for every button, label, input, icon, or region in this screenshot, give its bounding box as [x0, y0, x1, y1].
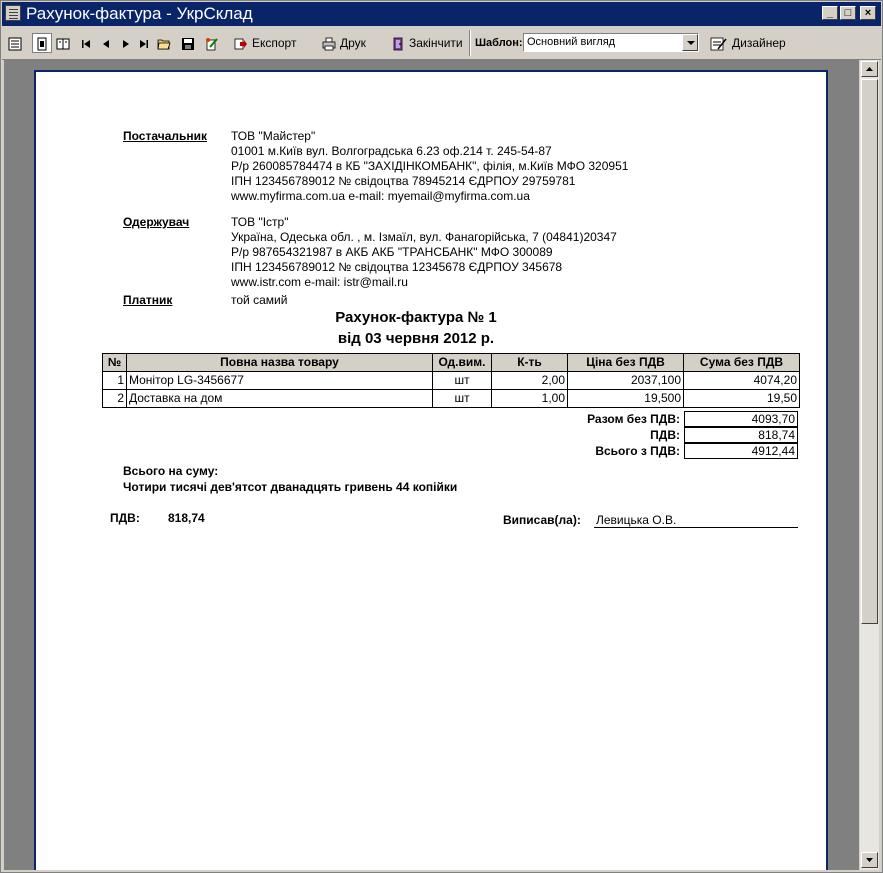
invoice-page: [34, 70, 828, 870]
col-header-name: Повна назва товару: [127, 354, 433, 372]
next-page-button[interactable]: [120, 34, 136, 52]
invoice-title: Рахунок-фактура № 1: [335, 309, 497, 326]
cell-number: 1: [103, 372, 127, 390]
two-pages-button[interactable]: [56, 34, 74, 52]
template-select-value: Основний вигляд: [527, 36, 616, 48]
supplier-line: 01001 м.Київ вул. Волгоградська 6.23 оф.214 т. 245-54-87: [231, 144, 552, 158]
vat-label: ПДВ:: [650, 428, 680, 442]
cell-sum: 19,50: [684, 390, 800, 408]
recipient-line: Україна, Одеська обл. , м. Ізмаїл, вул. Фанагорійська, 7 (04841)20347: [231, 230, 617, 244]
subtotal-row: [486, 411, 798, 427]
last-page-icon: [138, 37, 150, 51]
supplier-line: ІПН 123456789012 № свідоцтва 78945214 ЄДРПОУ 29759781: [231, 174, 576, 188]
vat-value: 818,74: [684, 427, 798, 443]
col-header-qty: К-ть: [492, 354, 568, 372]
last-page-button[interactable]: [138, 34, 154, 52]
total-row: [486, 443, 798, 459]
page-width-button[interactable]: [8, 34, 26, 52]
table-row: [103, 390, 800, 408]
export-icon: [234, 37, 248, 51]
vat-footer-value: 818,74: [168, 511, 205, 525]
subtotal-label: Разом без ПДВ:: [587, 412, 680, 426]
edit-button[interactable]: [205, 34, 223, 52]
open-button[interactable]: [157, 34, 175, 52]
subtotal-value: 4093,70: [684, 411, 798, 427]
table-row: [103, 372, 800, 390]
close-button[interactable]: [860, 6, 876, 20]
cell-name: Доставка на дом: [127, 390, 433, 408]
arrow-down-icon: [862, 853, 877, 867]
col-header-number: №: [103, 354, 127, 372]
cell-qty: 2,00: [492, 372, 568, 390]
cell-price: 2037,100: [568, 372, 684, 390]
recipient-label: Одержувач: [123, 215, 190, 229]
export-button[interactable]: [234, 34, 296, 52]
print-button[interactable]: [322, 34, 366, 52]
print-label: Друк: [340, 36, 366, 50]
folder-open-icon: [157, 37, 171, 51]
designer-label: Дизайнер: [732, 36, 786, 50]
cell-number: 2: [103, 390, 127, 408]
supplier-details: [231, 129, 628, 204]
total-label: Всього з ПДВ:: [595, 444, 680, 458]
export-label: Експорт: [252, 36, 297, 50]
cell-sum: 4074,20: [684, 372, 800, 390]
designer-button[interactable]: [710, 34, 786, 52]
payer-value: той самий: [231, 293, 288, 307]
sum-in-words: Чотири тисячі дев'ятсот дванадцять гривень 44 копійки: [123, 480, 458, 494]
chevron-down-icon[interactable]: [682, 34, 698, 51]
close-icon: ×: [864, 7, 872, 19]
vat-footer-label: ПДВ:: [110, 511, 140, 525]
scroll-thumb[interactable]: [861, 79, 878, 624]
col-header-unit: Од.вим.: [433, 354, 492, 372]
door-exit-icon: [391, 37, 405, 51]
cell-name: Монітор LG-3456677: [127, 372, 433, 390]
two-pages-icon: [56, 37, 70, 51]
scroll-down-button[interactable]: [861, 852, 878, 868]
page-lines-icon: [8, 37, 22, 51]
preview-viewport[interactable]: [4, 60, 859, 870]
invoice-date: від 03 червня 2012 р.: [337, 330, 495, 347]
supplier-line: Р/р 260085784474 в КБ "ЗАХІДІНКОМБАНК", філія, м.Київ МФО 320951: [231, 159, 629, 173]
recipient-line: Р/р 987654321987 в АКБ АКБ "ТРАНСБАНК" МФО 300089: [231, 245, 553, 259]
finish-label: Закінчити: [409, 36, 463, 50]
finish-button[interactable]: [391, 34, 463, 52]
arrow-up-icon: [862, 62, 877, 76]
issued-by-label: Виписав(ла):: [503, 513, 581, 527]
maximize-icon: □: [844, 7, 852, 19]
totals-block: [486, 411, 798, 459]
page-edit-icon: [205, 37, 219, 51]
cell-qty: 1,00: [492, 390, 568, 408]
toolbar: [2, 27, 881, 60]
scroll-up-button[interactable]: [861, 61, 878, 77]
printer-icon: [322, 37, 336, 51]
recipient-details: [231, 215, 617, 290]
supplier-label: Постачальник: [123, 129, 207, 143]
col-header-sum: Сума без ПДВ: [684, 354, 800, 372]
first-page-button[interactable]: [80, 34, 96, 52]
window-title: Рахунок-фактура - УкрСклад: [26, 4, 253, 23]
next-page-icon: [120, 37, 132, 51]
vertical-scrollbar[interactable]: [860, 60, 879, 870]
supplier-line: www.myfirma.com.ua e-mail: myemail@myfirma.com.ua: [231, 189, 530, 203]
save-button[interactable]: [181, 34, 199, 52]
supplier-line: ТОВ "Майстер": [231, 129, 316, 143]
recipient-line: ТОВ "Істр": [231, 215, 289, 229]
template-label: Шаблон:: [475, 37, 523, 49]
title-bar[interactable]: [2, 2, 881, 26]
recipient-line: www.istr.com e-mail: istr@mail.ru: [231, 275, 408, 289]
template-select[interactable]: [523, 33, 699, 52]
app-icon[interactable]: [5, 5, 21, 21]
issued-by-value: Левицька О.В.: [594, 513, 798, 528]
whole-page-icon: [35, 37, 49, 51]
items-table: [102, 353, 800, 408]
total-value: 4912,44: [684, 443, 798, 459]
prev-page-button[interactable]: [100, 34, 116, 52]
cell-price: 19,500: [568, 390, 684, 408]
toolbar-separator: [469, 30, 471, 56]
minimize-button[interactable]: [822, 6, 838, 20]
floppy-icon: [181, 37, 195, 51]
table-header-row: [103, 354, 800, 372]
minimize-icon: _: [826, 7, 834, 19]
sum-label: Всього на суму:: [123, 464, 219, 478]
first-page-icon: [80, 37, 92, 51]
col-header-price: Ціна без ПДВ: [568, 354, 684, 372]
designer-icon: [710, 36, 728, 52]
payer-label: Платник: [123, 293, 173, 307]
maximize-button[interactable]: [840, 6, 856, 20]
prev-page-icon: [100, 37, 112, 51]
recipient-line: ІПН 123456789012 № свідоцтва 12345678 ЄДРПОУ 345678: [231, 260, 563, 274]
cell-unit: шт: [433, 390, 492, 408]
vat-row: [486, 427, 798, 443]
whole-page-button[interactable]: [32, 33, 52, 53]
cell-unit: шт: [433, 372, 492, 390]
